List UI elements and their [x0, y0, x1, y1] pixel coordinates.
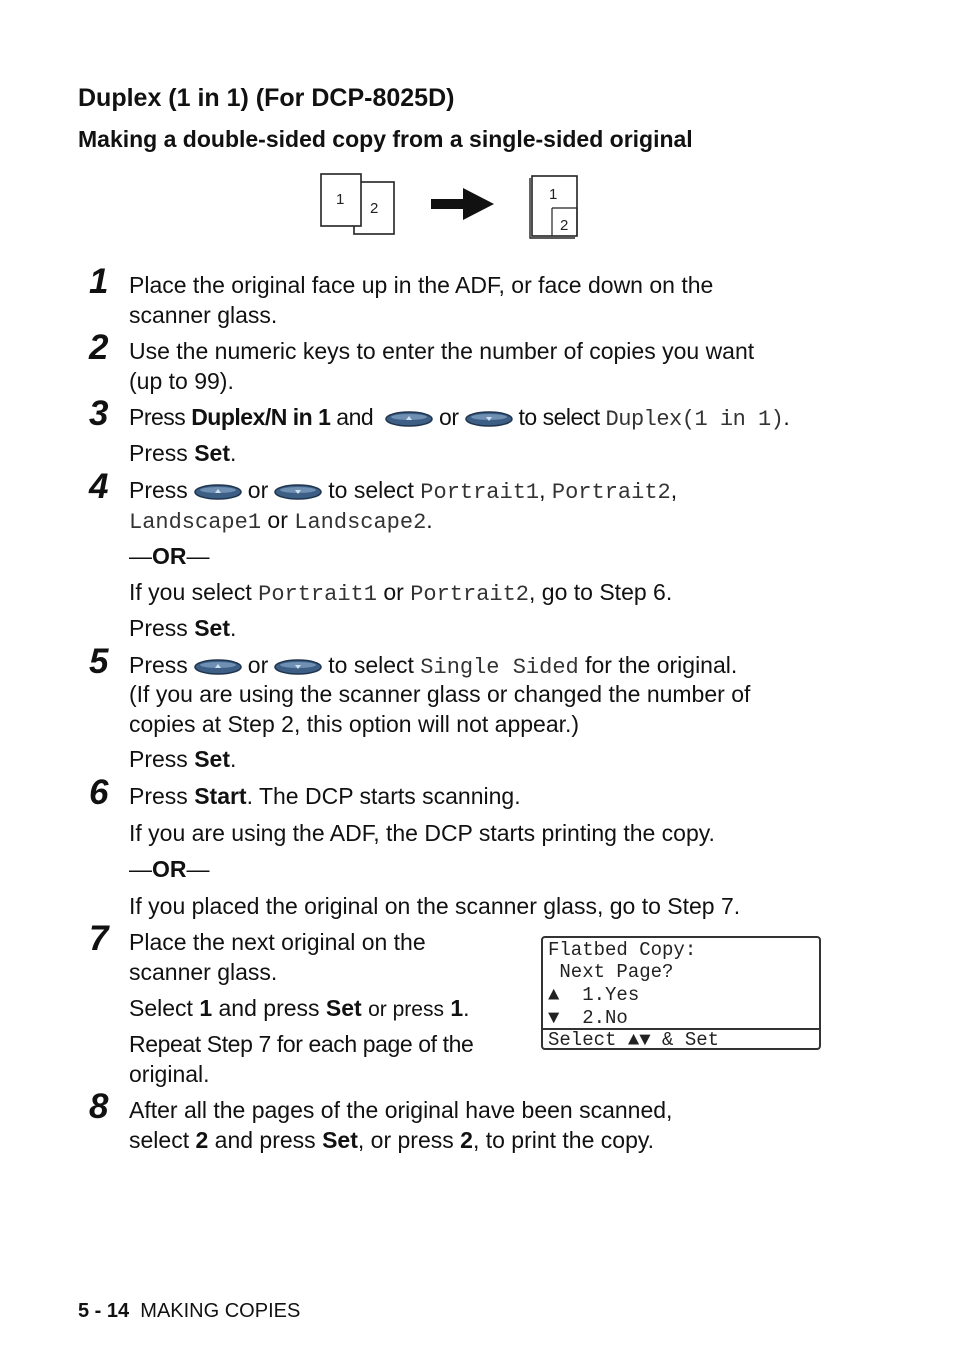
lcd-line: Select ▲▼ & Set: [548, 1029, 720, 1051]
step-text: (If you are using the scanner glass or changed the number of: [129, 681, 751, 707]
step-text: If you are using the ADF, the DCP starts printing the copy.: [129, 820, 715, 846]
step-text: Repeat Step 7 for each page of the: [129, 1031, 474, 1057]
duplex-front-label: 1: [549, 186, 558, 203]
step-number: 3: [89, 394, 109, 433]
step-text: Select 1 and press Set or press 1.: [129, 995, 470, 1021]
step-text: Press Set.: [129, 440, 237, 466]
set-key-label: Set: [322, 1127, 358, 1153]
step-text: Use the numeric keys to enter the number of copies you want: [129, 338, 755, 364]
or-separator: —OR—: [129, 856, 210, 882]
duplex-diagram: [318, 170, 584, 242]
step-text: scanner glass.: [129, 959, 278, 985]
step-text: If you select Portrait1 or Portrait2, go to Step 6.: [129, 579, 673, 607]
section-subtitle: Making a double-sided copy from a single-sided original: [78, 126, 693, 152]
lcd-option: Landscape1: [129, 510, 262, 535]
original-page-2-label: 2: [370, 200, 379, 217]
step-text: Landscape1 or Landscape2.: [129, 507, 433, 535]
lcd-option: Landscape2: [294, 510, 427, 535]
start-key-label: Start: [194, 783, 247, 809]
step-number: 5: [89, 642, 109, 681]
set-key-label: Set: [194, 746, 230, 772]
lcd-option: Portrait2: [410, 582, 530, 607]
step-text: If you placed the original on the scanner glass, go to Step 7.: [129, 893, 741, 919]
lcd-option: Portrait1: [420, 480, 540, 505]
lcd-option: Single Sided: [420, 655, 579, 680]
original-page-1-label: 1: [336, 191, 345, 208]
up-key-icon: [194, 658, 242, 676]
up-key-icon: [194, 483, 242, 501]
right-arrow-icon: [431, 188, 494, 220]
section-name: MAKING COPIES: [140, 1300, 301, 1322]
down-key-icon: [274, 658, 322, 676]
step-text: Press or to select Portrait1, Portrait2,: [129, 477, 678, 505]
lcd-option: Portrait1: [258, 582, 377, 607]
lcd-option: Duplex(1 in 1): [605, 407, 784, 432]
lcd-line: Flatbed Copy:: [548, 939, 697, 961]
or-separator: —OR—: [129, 543, 210, 569]
duplex-back-label: 2: [560, 217, 569, 234]
step-text: Press Start. The DCP starts scanning.: [129, 783, 521, 809]
down-key-icon: [274, 483, 322, 501]
page-footer: [78, 1300, 300, 1323]
lcd-line: Next Page?: [548, 961, 674, 983]
page-title: Duplex (1 in 1) (For DCP-8025D): [78, 84, 455, 112]
step-number: 2: [89, 328, 109, 367]
step-text: Press Set.: [129, 746, 237, 772]
step-number: 1: [89, 262, 109, 301]
lcd-line: ▼ 2.No: [548, 1007, 628, 1029]
step-number: 4: [89, 467, 109, 506]
set-key-label: Set: [194, 615, 230, 641]
step-text: Press or to select Single Sided for the original.: [129, 652, 738, 680]
duplex-key-label: Duplex/N in 1: [191, 404, 331, 430]
step-number: 8: [89, 1087, 109, 1126]
set-key-label: Set: [194, 440, 230, 466]
step-text: select 2 and press Set, or press 2, to print the copy.: [129, 1127, 655, 1153]
step-text: copies at Step 2, this option will not appear.): [129, 711, 580, 737]
step-text: Place the original face up in the ADF, or face down on the: [129, 272, 714, 298]
step-number: 7: [89, 919, 109, 958]
down-key-icon: [465, 410, 513, 428]
step-text: original.: [129, 1061, 210, 1087]
up-key-icon: [385, 410, 433, 428]
step-text: (up to 99).: [129, 368, 234, 394]
lcd-display: [541, 936, 821, 1050]
step-number: 6: [89, 773, 109, 812]
lcd-line: ▲ 1.Yes: [548, 984, 640, 1006]
step-text: Press Duplex/N in 1 and or to select Duplex(1 in 1).: [129, 404, 790, 432]
set-key-label: Set: [325, 995, 362, 1021]
step-text: After all the pages of the original have been scanned,: [129, 1097, 673, 1123]
lcd-option: Portrait2: [551, 480, 671, 505]
page-number: 5 - 14: [78, 1300, 130, 1322]
step-text: Press Set.: [129, 615, 237, 641]
step-text: Place the next original on the: [129, 929, 426, 955]
step-text: scanner glass.: [129, 302, 278, 328]
